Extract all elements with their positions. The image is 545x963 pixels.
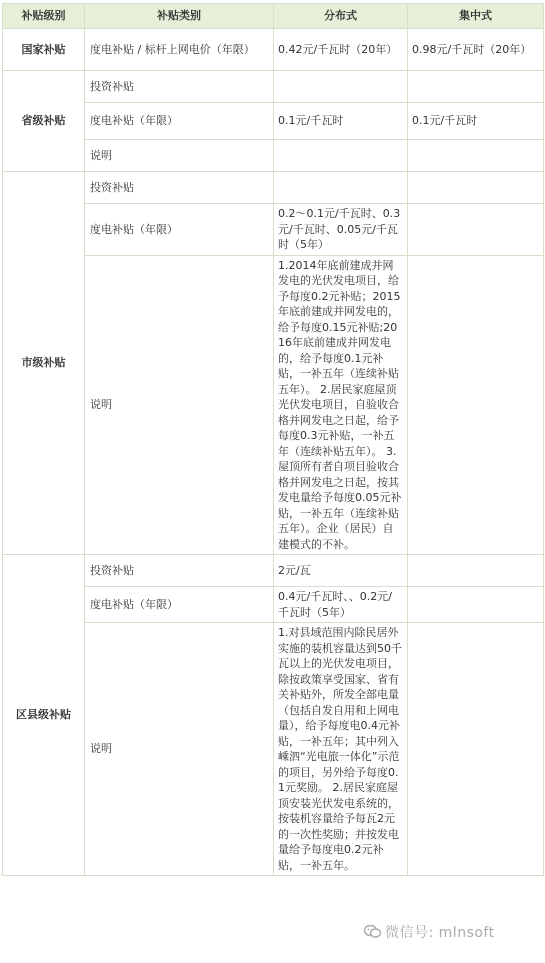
table-row — [3, 29, 544, 71]
watermark-text: 微信号: mlnsoft — [385, 925, 495, 941]
watermark — [364, 922, 495, 942]
distributed-cell: 0.42元/千瓦时（20年） — [274, 29, 408, 71]
distributed-cell: 0.1元/千瓦时 — [274, 103, 408, 140]
centralized-cell — [408, 623, 544, 876]
wechat-icon — [364, 925, 381, 938]
type-cell: 说明 — [85, 623, 274, 876]
centralized-cell — [408, 555, 544, 587]
centralized-cell: 0.1元/千瓦时 — [408, 103, 544, 140]
table-row — [3, 255, 544, 555]
type-cell: 说明 — [85, 140, 274, 172]
level-cell: 国家补贴 — [3, 29, 85, 71]
table-row — [3, 204, 544, 256]
type-cell: 投资补贴 — [85, 71, 274, 103]
centralized-cell: 0.98元/千瓦时（20年） — [408, 29, 544, 71]
table-row — [3, 555, 544, 587]
header-centralized: 集中式 — [408, 4, 544, 29]
distributed-cell: 1.对县域范围内除民居外实施的装机容量达到50千瓦以上的光伏发电项目，除按政策享受国家、省有关补贴外，所发全部电量（包括自发自用和上网电量），给予每度电0.4元补贴，一补五年；其中列入嵊泗“光电旅一体化”示范的项目，另外给予每度0.1元奖励。 2.居民家庭屋顶安装光伏发电系统的，按装机容量给予每瓦2元的一次性奖励；并按发电量给予每度电0.2元补贴，一补五年。 — [274, 623, 408, 876]
type-cell: 投资补贴 — [85, 172, 274, 204]
distributed-cell: 2元/瓦 — [274, 555, 408, 587]
type-cell: 度电补贴（年限） — [85, 204, 274, 256]
distributed-cell — [274, 71, 408, 103]
centralized-cell — [408, 71, 544, 103]
level-cell: 市级补贴 — [3, 172, 85, 555]
table-row — [3, 103, 544, 140]
table-row — [3, 587, 544, 623]
table-row — [3, 71, 544, 103]
table-row — [3, 623, 544, 876]
type-cell: 投资补贴 — [85, 555, 274, 587]
header-level: 补贴级别 — [3, 4, 85, 29]
level-cell: 省级补贴 — [3, 71, 85, 172]
distributed-cell: 1.2014年底前建成并网发电的光伏发电项目，给予每度0.2元补贴；2015年底前建成并网发电的，给予每度0.15元补贴;2016年底前建成并网发电的，给予每度0.1元补贴，一补五年（连续补贴五年）。 2.居民家庭屋顶光伏发电项目，自验收合格并网发电之日起，给予每度0.3元补贴，一补五年（连续补贴五年）。 3.屋顶所有者自项目验收合格并网发电之日起，按其发电量给予每度0.05元补贴，一补五年（连续补贴五年）。企业（居民）自建模式的不补。 — [274, 255, 408, 555]
centralized-cell — [408, 255, 544, 555]
table-row — [3, 140, 544, 172]
type-cell: 说明 — [85, 255, 274, 555]
distributed-cell — [274, 172, 408, 204]
distributed-cell: 0.4元/千瓦时、、0.2元/千瓦时（5年） — [274, 587, 408, 623]
table-row — [3, 172, 544, 204]
header-distributed: 分布式 — [274, 4, 408, 29]
centralized-cell — [408, 172, 544, 204]
subsidy-table — [2, 3, 544, 876]
header-row — [3, 4, 544, 29]
distributed-cell — [274, 140, 408, 172]
level-cell: 区县级补贴 — [3, 555, 85, 876]
header-type: 补贴类别 — [85, 4, 274, 29]
type-cell: 度电补贴（年限） — [85, 587, 274, 623]
centralized-cell — [408, 204, 544, 256]
type-cell: 度电补贴 / 标杆上网电价（年限） — [85, 29, 274, 71]
distributed-cell: 0.2～0.1元/千瓦时、0.3元/千瓦时、0.05元/千瓦时（5年） — [274, 204, 408, 256]
type-cell: 度电补贴（年限） — [85, 103, 274, 140]
centralized-cell — [408, 140, 544, 172]
centralized-cell — [408, 587, 544, 623]
